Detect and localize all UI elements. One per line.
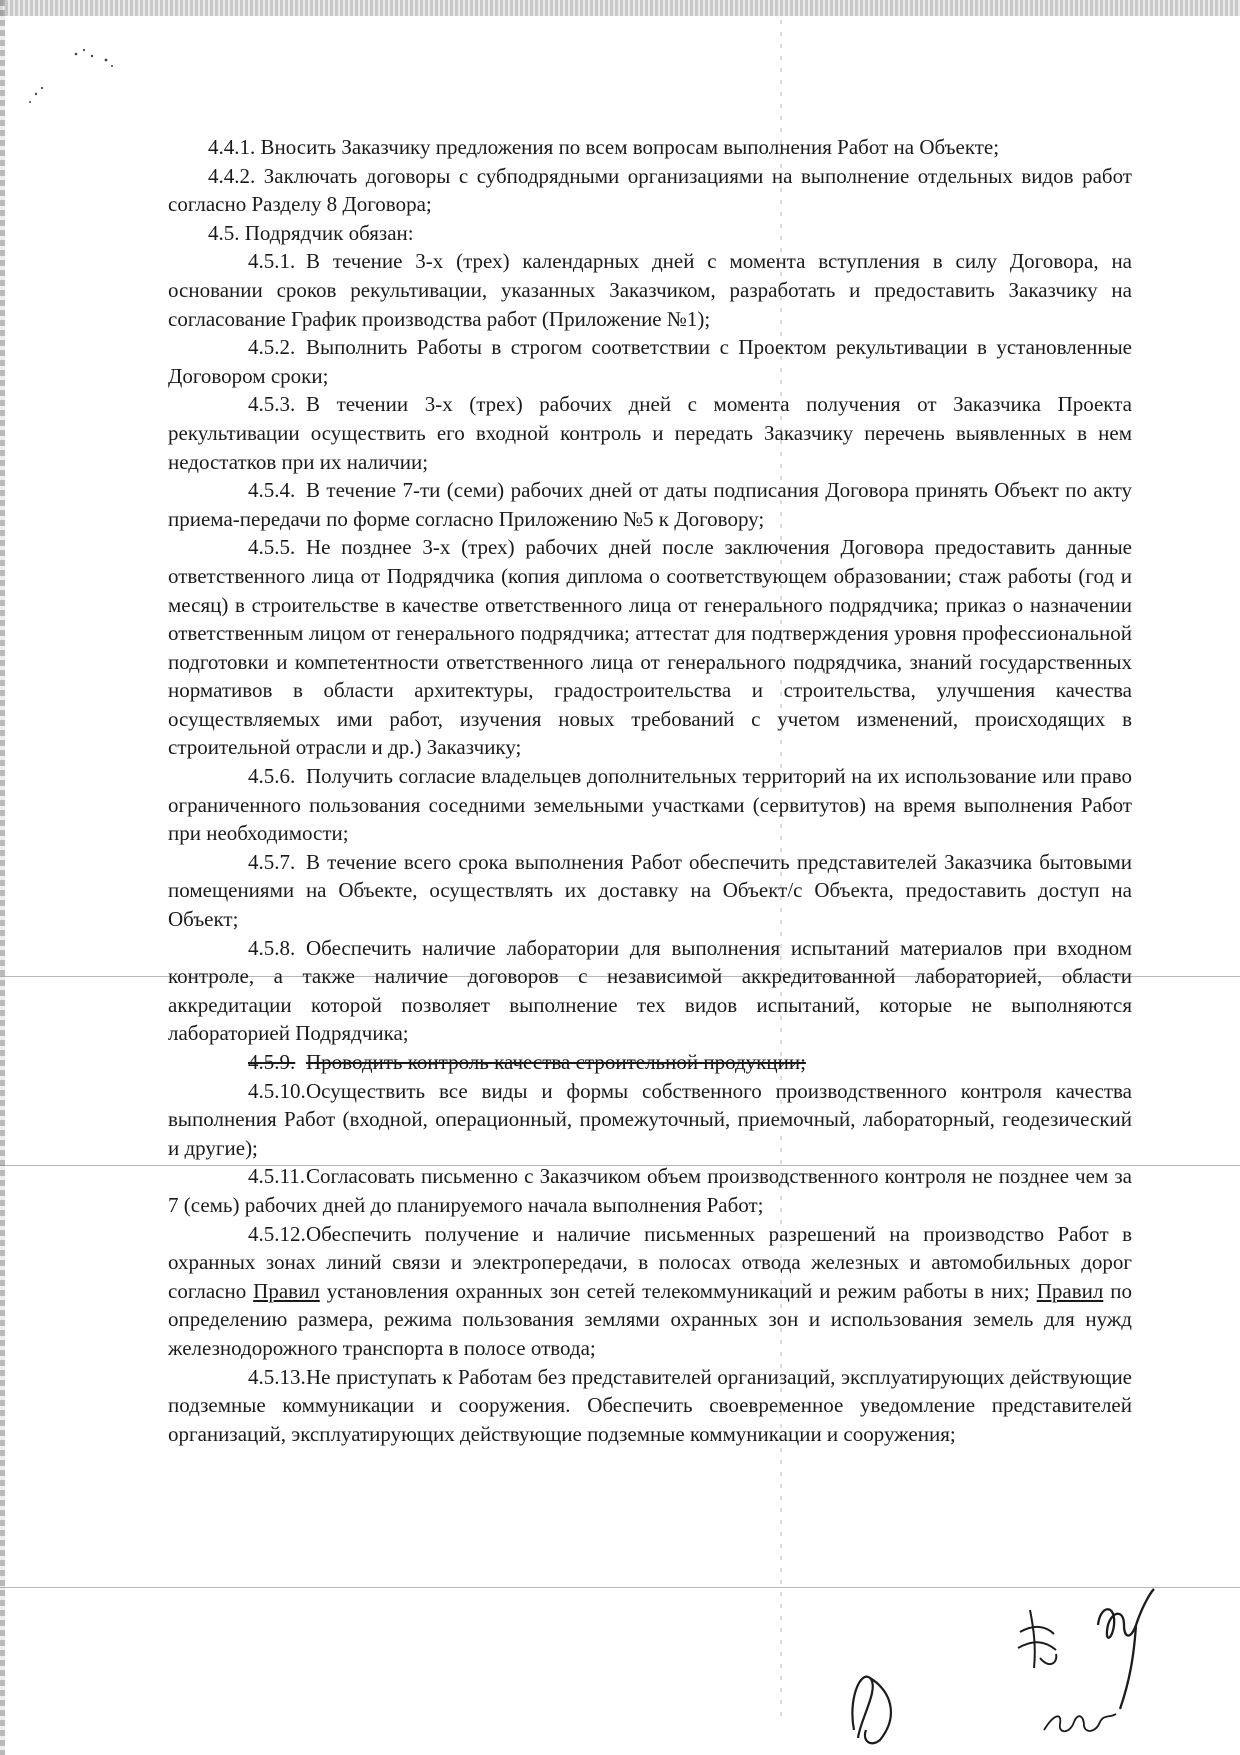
clause-4-5-8: 4.5.8. Обеспечить наличие лаборатории для выполнения испытаний материалов при входном контроле, а также наличие договоров с независимой аккредитованной лабораторией, области аккредитации которой позволяет выполнение тех видов испытаний, которые не выполняются лабораторией Подрядчика;: [168, 935, 1132, 1046]
clause-number: 4.5.9.: [248, 1050, 296, 1074]
scan-top-edge: [0, 0, 1240, 16]
clause-number: 4.5.3.: [248, 392, 296, 417]
clause-number: 4.5.12.: [248, 1221, 306, 1246]
scan-specks: [20, 40, 140, 120]
clause-4-5-7: 4.5.7. В течение всего срока выполнения Работ обеспечить представителей Заказчика бытовыми помещениями на Объекте, осуществлять их доставку на Объект/с Объекта, предоставить доступ на Объект;: [168, 849, 1132, 932]
clause-number: 4.5.10.: [248, 1078, 306, 1103]
clause-4-5-11: 4.5.11.Согласовать письменно с Заказчиком объем производственного контроля не позднее чем за 7 (семь) рабочих дней до планируемого начала выполнения Работ;: [168, 1164, 1132, 1217]
clause-4-4-1: 4.4.1. Вносить Заказчику предложения по всем вопросам выполнения Работ на Объекте;: [208, 135, 1000, 159]
clause-4-5-6: 4.5.6. Получить согласие владельцев дополнительных территорий на их использование или право ограниченного пользования соседними земельными участками (сервитутов) на время выполнения Работ при необходимости;: [168, 764, 1132, 846]
clause-number: 4.5.1.: [248, 249, 296, 274]
clause-4-5-10: 4.5.10.Осуществить все виды и формы собственного производственного контроля качества выполнения Работ (входной, операционный, промежуточный, приемочный, лабораторный, геодезический и другие);: [168, 1078, 1132, 1160]
clause-4-5-13: 4.5.13.Не приступать к Работам без представителей организаций, эксплуатирующих действующие подземные коммуникации и сооружения. Обеспечить своевременное уведомление представителей организаций, эксплуатирующих действующие подземные коммуникации и сооружения;: [168, 1364, 1132, 1446]
clause-number: 4.5.13.: [248, 1364, 306, 1389]
contract-text: [168, 133, 1132, 1448]
handwritten-scribble: [1040, 1700, 1120, 1745]
clause-4-5-5: 4.5.5. Не позднее 3-х (трех) рабочих дней после заключения Договора предоставить данные ответственного лица от Подрядчика (копия диплома о соответствующем образовании; стаж работы (год и месяц) в строительстве в качестве ответственного лица от генерального подрядчика; приказ о назначении ответственным лицом от генерального подрядчика; аттестат для подтверждения уровня профессиональной подготовки и компетентности ответственного лица от генерального подрядчика, знаний государственных нормативов в области архитектуры, градостроительства и строительства, улучшения качества осуществляемых ими работ, изучения новых требований с учетом изменений, происходящих в строительной отрасли и др.) Заказчику;: [168, 535, 1132, 760]
handwritten-initials: [1010, 1600, 1080, 1680]
clause-4-4-2: 4.4.2. Заключать договоры с субподрядными организациями на выполнение отдельных видов работ согласно Разделу 8 Договора;: [168, 163, 1132, 217]
clause-4-5-4: 4.5.4. В течение 7-ти (семи) рабочих дней от даты подписания Договора принять Объект по акту приема-передачи по форме согласно Приложению №5 к Договору;: [168, 478, 1132, 531]
clause-number: 4.5.6.: [248, 764, 296, 789]
clause-number: 4.5.5.: [248, 535, 296, 560]
clause-number: 4.5.7.: [248, 849, 296, 874]
clause-number: 4.5.2.: [248, 335, 296, 360]
rules-reference: Правил: [253, 1278, 320, 1303]
clause-number: 4.5.8.: [248, 935, 296, 960]
clause-4-5-2: 4.5.2. Выполнить Работы в строгом соответствии с Проектом рекультивации в установленные Договором сроки;: [168, 335, 1132, 388]
clause-number: 4.5.4.: [248, 478, 296, 503]
scan-artifact-line: [0, 1587, 1240, 1588]
handwritten-signature: [840, 1660, 910, 1750]
clause-4-5-9: 4.5.9. Проводить контроль качества строительной продукции;: [168, 1048, 1132, 1077]
clause-4-5-3: 4.5.3. В течении 3-х (трех) рабочих дней с момента получения от Заказчика Проекта рекультивации осуществить его входной контроль и передать Заказчику перечень выявленных в нем недостатков при их наличии;: [168, 392, 1132, 474]
rules-reference: Правил: [1036, 1278, 1104, 1303]
handwritten-signature-large: [1090, 1585, 1160, 1715]
clause-4-5-1: 4.5.1. В течение 3-х (трех) календарных дней с момента вступления в силу Договора, на основании сроков рекультивации, указанных Заказчиком, разработать и предоставить Заказчику на согласование График производства работ (Приложение №1);: [168, 249, 1132, 331]
scan-left-edge: [0, 0, 5, 1755]
clause-4-5-12: 4.5.12.Обеспечить получение и наличие письменных разрешений на производство Работ в охранных зонах линий связи и электропередачи, в полосах отвода железных и автомобильных дорог согласно Правил установления охранных зон сетей телекоммуникаций и режим работы в них; Правил по определению размера, режима пользования землями охранных зон и использования земель для нужд железнодорожного транспорта в полосе отвода;: [168, 1221, 1132, 1360]
clause-number: 4.5.11.: [248, 1164, 305, 1189]
clause-4-5: 4.5. Подрядчик обязан:: [208, 220, 414, 245]
